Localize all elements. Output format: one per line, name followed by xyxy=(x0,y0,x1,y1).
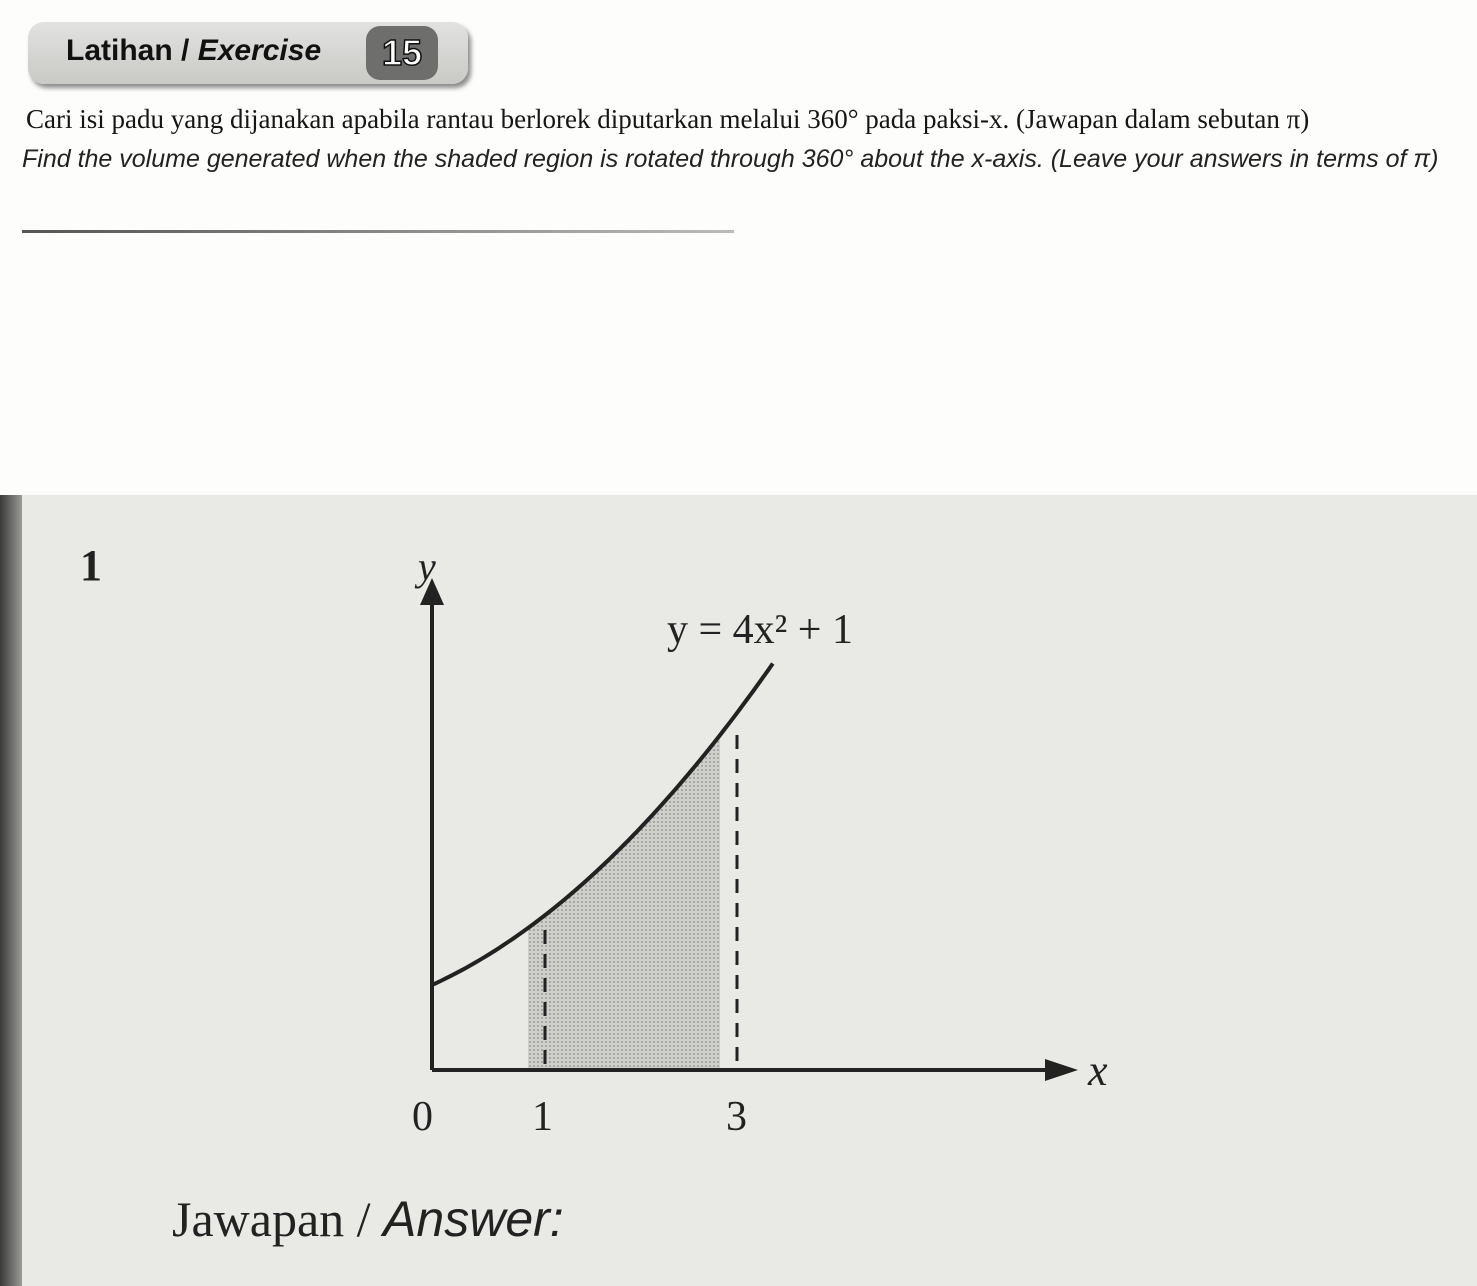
tick-label-0: 0 xyxy=(412,1094,433,1140)
title-english: Exercise xyxy=(197,34,322,67)
shaded-region xyxy=(528,735,720,1070)
answer-label-english: Answer: xyxy=(383,1191,564,1247)
x-axis-label: x xyxy=(1088,1046,1108,1095)
question-number: 1 xyxy=(80,541,102,590)
y-axis-label: y xyxy=(418,544,436,589)
tick-label-3: 3 xyxy=(726,1094,747,1140)
x-axis-arrow-icon xyxy=(1045,1059,1078,1081)
question-malay: Cari isi padu yang dijanakan apabila rantau berlorek diputarkan melalui 360° pada paksi-x. (Jawapan dalam sebutan π) xyxy=(26,104,1310,134)
equation-label: y = 4x² + 1 xyxy=(667,607,853,653)
answer-label xyxy=(172,1190,564,1248)
tick-label-1: 1 xyxy=(532,1094,553,1140)
exercise-number: 15 xyxy=(366,26,438,80)
answer-label-malay: Jawapan / xyxy=(172,1191,384,1247)
question-english: Find the volume generated when the shaded region is rotated through 360° about the x-axis. (Leave your answers in terms of π) xyxy=(22,145,1439,173)
title-malay: Latihan / xyxy=(66,34,198,67)
